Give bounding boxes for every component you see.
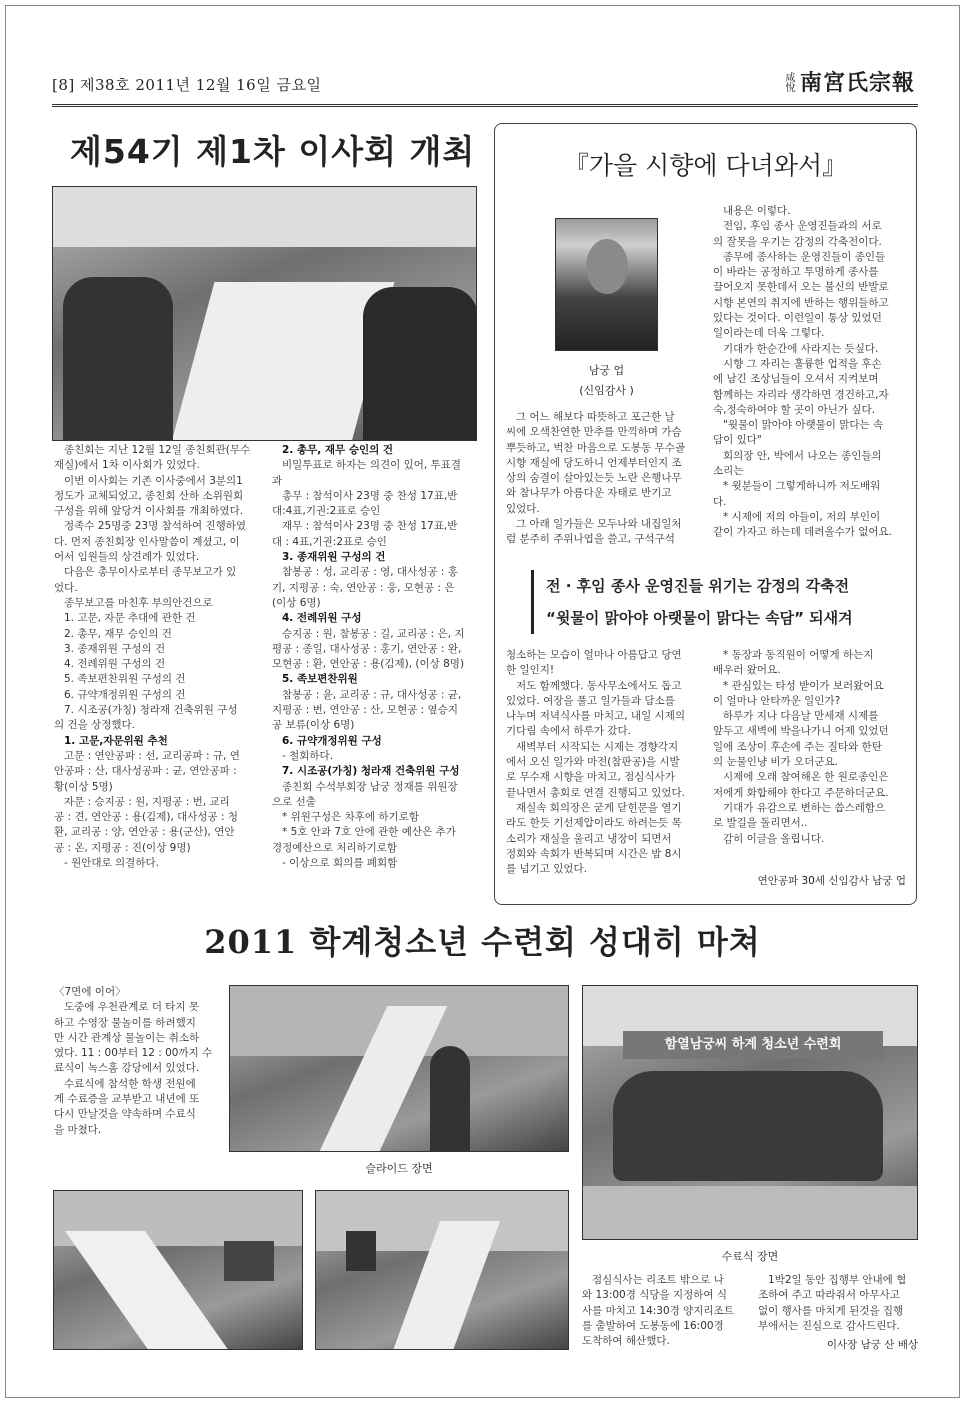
- text-line: 도중에 우천관계로 더 타지 못: [64, 1001, 200, 1014]
- pull-quote-line1: 전 · 후임 종사 운영진들 위기는 감정의 각축전: [546, 577, 850, 595]
- text-line: 함께하는 자리라 생각하면 경건하고,자: [713, 388, 889, 401]
- text-line: 참봉공 : 성, 교리공 : 영, 대사성공 : 홍: [282, 566, 458, 579]
- text-line: 럼 분주히 주위나엽을 쓸고, 구석구석: [506, 533, 675, 546]
- text-line: 대:4표,기권:2표로 승인: [272, 505, 381, 518]
- text-line: 5. 족보편찬위원: [282, 673, 358, 686]
- masthead: [782, 66, 915, 97]
- text-line: 일이라는데 더욱 그렇다.: [713, 327, 825, 340]
- text-line: 점심식사는 리조트 밖으로 나: [592, 1274, 724, 1286]
- text-line: 안공파 : 산, 대사성공파 : 균, 연안공파 :: [54, 765, 237, 778]
- text-line: 구성을 위해 앞당겨 이사회를 개최하였다.: [54, 505, 244, 518]
- text-line: 1. 고문,자문위원 추천: [64, 734, 168, 747]
- text-line: 부에서는 진심으로 감사드린다.: [758, 1319, 900, 1332]
- article3-title: 2011 학계청소년 수련회 성대히 마쳐: [204, 923, 761, 961]
- text-line: 고문 : 연안공파 : 선, 교리공파 : 규, 연: [64, 749, 240, 762]
- text-line: 의 눈물인냥 비가 오더군요.: [713, 756, 838, 769]
- text-line: 담이 있다": [713, 434, 762, 447]
- article1-col1: [54, 443, 260, 871]
- text-line: 로 무수재 시향을 마치고, 점심식사가: [506, 771, 675, 784]
- board-meeting-photo: [52, 186, 477, 441]
- text-line: 의 잘못을 우기는 감정의 각축전이다.: [713, 235, 882, 248]
- text-line: 7. 시조공(가칭) 청라재 건축위원 구성: [282, 765, 460, 778]
- text-line: 다.: [713, 495, 727, 508]
- text-line: 의 건을 상정했다.: [54, 719, 136, 732]
- text-line: 한 일인지!: [506, 664, 555, 677]
- text-line: "윗물이 맑아야 아랫물이 맑다는 속: [723, 419, 884, 432]
- article3-bottom-left: [582, 1273, 742, 1349]
- text-line: 비밀투표로 하자는 의견이 있어, 투표결: [282, 459, 461, 472]
- author-name: 남궁 업: [588, 364, 625, 377]
- article1-title: 제54기 제1차 이사회 개최: [70, 132, 476, 171]
- text-line: - 철회하다.: [282, 749, 334, 762]
- text-line: 재실)에서 1차 이사회가 있었다.: [54, 459, 200, 472]
- text-line: 사를 마치고 14:30경 양지리조트: [582, 1304, 734, 1317]
- text-line: 기대가 유감으로 변하는 씁스레함으: [723, 801, 886, 814]
- essay-pull-quote: [531, 570, 883, 634]
- text-line: 기다림 속에서 하루가 갔다.: [506, 725, 631, 738]
- text-line: 뿌듯하고, 벅찬 마음으로 도봉동 무수골: [506, 441, 685, 454]
- text-line: 공 : 견, 연안공 : 용(김제), 대사성공 : 청: [54, 811, 239, 824]
- text-line: 전임, 후임 종사 운영진들과의 서로: [723, 220, 882, 233]
- text-line: 앞두고 새벽에 박을나가니 어제 있었던: [713, 725, 889, 738]
- text-line: 나누며 저녁식사를 마치고, 내일 시제의: [506, 710, 685, 723]
- author-portrait: [555, 218, 658, 351]
- text-line: - 이상으로 회의를 폐회함: [282, 857, 398, 870]
- text-line: * 위원구성은 차후에 하기로함: [282, 811, 419, 824]
- text-line: 도착하여 해산했다.: [582, 1335, 670, 1348]
- text-line: 기대가 한순간에 사라지는 듯싶다.: [723, 342, 879, 355]
- text-line: 대 : 4표,기권:2표로 승인: [272, 535, 387, 548]
- text-line: 시제에 오래 참여해온 한 원로종인은: [723, 771, 889, 784]
- header-rule: [52, 104, 918, 107]
- text-line: 승지공 : 원, 참봉공 : 길, 교리공 : 은, 지: [282, 627, 465, 640]
- text-line: 있었다.: [506, 502, 540, 515]
- text-line: 2. 총무, 재무 승인의 건: [282, 444, 394, 456]
- text-line: 정도가 교체되었고, 종친회 산하 소위원회: [54, 489, 244, 502]
- essay-right-bottom: [713, 648, 906, 847]
- text-line: 에서 오신 일가와 마전(참판공)을 시발: [506, 756, 680, 769]
- text-line: 게 수료증을 교부받고 내년에 또: [54, 1093, 200, 1106]
- text-line: 어서 임원들의 상견례가 있었다.: [54, 551, 200, 564]
- text-line: 저에게 화합해야 한다고 주문하더군요.: [713, 786, 889, 799]
- text-line: * 시제에 저의 아들이, 저의 부인이: [723, 510, 881, 523]
- text-line: 자문 : 승지공 : 원, 지평공 : 번, 교리: [64, 795, 230, 808]
- essay-right-top: [713, 204, 906, 541]
- text-line: 평공 : 종일, 대사성공 : 홍기, 연안공 : 완,: [272, 642, 462, 655]
- text-line: 종친회 수석부회장 남궁 정재를 위원장: [282, 780, 458, 793]
- text-line: 같이 가자고 하는데 데려올수가 없어요.: [713, 526, 892, 539]
- text-line: 종친회는 지난 12월 12일 종친회관(무수: [64, 444, 251, 456]
- text-line: 4. 전례위원 구성: [282, 612, 362, 625]
- text-line: 참봉공 : 윤, 교리공 : 규, 대사성공 : 균,: [282, 688, 462, 701]
- text-line: 를 출발하여 도봉동에 16:00경: [582, 1319, 724, 1332]
- caption-ceremony: 수료식 장면: [721, 1250, 779, 1263]
- text-line: 으로 선출: [272, 795, 316, 808]
- text-line: 수료식에 참석한 학생 전원에: [64, 1077, 196, 1090]
- article1-col2: [272, 443, 478, 871]
- text-line: 새벽부터 시작되는 시제는 경향각지: [516, 740, 679, 753]
- text-line: 숙,정숙하여야 할 곳이 아닌가 싶다.: [713, 403, 876, 416]
- masthead-small: 咸悅: [782, 71, 794, 92]
- text-line: 끝나면서 총회로 연결 진행되고 있었다.: [506, 786, 685, 799]
- author-role: (신임감사 ): [579, 384, 634, 397]
- text-line: 있다는 것이다. 이런일이 통상 있었던: [713, 312, 882, 325]
- text-line: 다음은 총무이사로부터 종무보고가 있: [64, 566, 237, 579]
- text-line: 상의 숨결이 살아있는듯 노란 은행나무: [506, 472, 682, 485]
- text-line: 1박2일 동안 집행부 안내에 협: [768, 1274, 907, 1286]
- essay-left-bottom: [506, 648, 702, 877]
- text-line: 그 아래 일가들은 모두나와 내집일처: [516, 518, 682, 531]
- text-line: 라도 한듯 기선제압이라도 하려는듯 목: [506, 817, 682, 830]
- text-line: 하루가 지나 다음날 만세재 시제를: [723, 710, 879, 723]
- text-line: 와 13:00경 식당을 지정하여 식: [582, 1289, 728, 1302]
- masthead-title: 南宮氏宗報: [799, 70, 915, 96]
- article3-text: [54, 985, 214, 1138]
- text-line: 소리는: [713, 465, 744, 478]
- text-line: 다시 만날것을 약속하며 수료식: [54, 1108, 196, 1121]
- text-line: 조하여 주고 따라줘서 아무사고: [758, 1289, 900, 1302]
- text-line: * 윗분들이 그렇게하니까 저도배워: [723, 480, 881, 493]
- text-line: (이상 6명): [272, 596, 321, 609]
- text-line: 이번 이사회는 기존 이사중에서 3분의1: [64, 474, 243, 487]
- text-line: 7. 시조공(가칭) 청라재 건축위원 구성: [64, 704, 238, 717]
- text-line: 와 참나무가 아름다운 자태로 반기고: [506, 487, 672, 500]
- article3-bottom-right: [758, 1273, 918, 1334]
- text-line: * 동장과 동직원이 어떻게 하는지: [723, 649, 874, 661]
- text-line: 시향 본연의 취지에 반하는 행위들하고: [713, 296, 889, 309]
- text-line: 하고 수영장 물놀이를 하려했지: [54, 1016, 196, 1029]
- text-line: 3. 종재위원 구성의 건: [64, 642, 166, 655]
- text-line: 내용은 이렇다.: [723, 205, 791, 217]
- text-line: 끌어오지 못한데서 오는 불신의 반발로: [713, 281, 889, 294]
- text-line: 4. 전례위원 구성의 건: [64, 658, 166, 671]
- text-line: 있었다. 여장을 풀고 일가들과 담소를: [506, 694, 675, 707]
- text-line: 6. 규약개정위원 구성: [282, 734, 382, 747]
- text-line: 종무에 종사하는 운영진들이 종인들: [723, 250, 886, 263]
- issue-info: [8] 제38호 2011년 12월 16일 금요일: [52, 76, 322, 94]
- text-line: 1. 고문, 자문 추대에 관한 건: [64, 612, 196, 625]
- slide-photo-3: [315, 1190, 569, 1350]
- text-line: 공 : 온, 지평공 : 진(이상 9명): [54, 841, 191, 854]
- text-line: 그 어느 해보다 따뜻하고 포근한 날: [516, 411, 675, 423]
- text-line: 6. 규약개정위원 구성의 건: [64, 688, 186, 701]
- text-line: 3. 종재위원 구성의 건: [282, 551, 386, 564]
- text-line: 일에 조상이 후손에 주는 질타와 한탄: [713, 740, 882, 753]
- text-line: * 관심있는 타성 받이가 보러왔어요: [723, 679, 884, 692]
- text-line: 청소하는 모습이 얼마나 아름답고 당연: [506, 649, 682, 661]
- text-line: 었다.: [54, 581, 78, 594]
- pull-quote-line2: “윗물이 맑아야 아랫물이 맑다는 속담” 되새겨: [546, 609, 853, 627]
- text-line: 재무 : 참석이사 23명 중 찬성 17표,반: [282, 520, 458, 533]
- text-line: 이 바라는 공정하고 투명하게 종사를: [713, 266, 879, 279]
- essay-title: 『가을 시향에 다녀와서』: [563, 151, 848, 180]
- text-line: 종무보고를 마친후 부의안건으로: [64, 596, 213, 609]
- text-line: 다. 먼저 종친회장 인사말씀이 계셨고, 이: [54, 535, 240, 548]
- text-line: 를 넘기고 있었다.: [506, 863, 588, 876]
- text-line: 모현공 : 환, 연안공 : 용(김제), (이상 8명): [272, 658, 465, 671]
- text-line: 을 마쳤다.: [54, 1123, 102, 1136]
- text-line: 환, 교리공 : 양, 연안공 : 용(군산), 연안: [54, 826, 235, 839]
- text-line: 지평공 : 번, 연안공 : 산, 모현공 : 옆승지: [272, 704, 458, 717]
- text-line: 황(이상 5명): [54, 780, 113, 793]
- essay-signature: 연안공파 30세 신임감사 남궁 업: [757, 875, 906, 887]
- caption-slide: 슬라이드 장면: [365, 1162, 433, 1175]
- text-line: - 원안대로 의결하다.: [64, 857, 159, 870]
- text-line: 정족수 25명중 23명 참석하여 진행하였: [64, 520, 247, 533]
- text-line: 씨에 오색찬연한 만추를 만끽하며 가슴: [506, 426, 682, 439]
- text-line: 배우러 왔어요.: [713, 664, 781, 677]
- text-line: 시향 그 자리는 훌륭한 업적을 후손: [723, 357, 882, 370]
- text-line: 저도 함께했다. 동사무소에서도 돕고: [516, 679, 682, 692]
- text-line: 정회와 속회가 반복되며 시간은 밤 8시: [506, 847, 682, 860]
- article3-signature: 이사장 남궁 산 배상: [826, 1339, 918, 1351]
- text-line: 과: [272, 474, 283, 487]
- text-line: 〈7면에 이어〉: [54, 986, 126, 998]
- slide-photo-2: [53, 1190, 303, 1350]
- text-line: 였다. 11 : 00부터 12 : 00까지 수: [54, 1047, 213, 1060]
- text-line: 총무 : 참석이사 23명 중 찬성 17표,반: [282, 489, 458, 502]
- text-line: 2. 총무, 재무 승인의 건: [64, 627, 172, 640]
- text-line: 재실속 회의장은 굳게 닫힌문을 열기: [516, 801, 682, 814]
- text-line: 에 남긴 조상님들이 오셔서 지켜보며: [713, 373, 879, 386]
- text-line: * 5호 안과 7호 안에 관한 예산은 추가: [282, 826, 456, 839]
- text-line: 소리가 재실을 울리고 냉장이 되면서: [506, 832, 672, 845]
- ceremony-photo: [582, 985, 918, 1240]
- text-line: 이 얼마나 안타까운 일인가?: [713, 694, 841, 707]
- text-line: 없이 행사를 마치게 된것을 집행: [758, 1304, 904, 1317]
- text-line: 로 발길을 돌리면서..: [713, 817, 808, 830]
- text-line: 5. 족보편찬위원 구성의 건: [64, 673, 186, 686]
- text-line: 료식이 녹스홈 강당에서 있었다.: [54, 1062, 200, 1075]
- text-line: 기, 지평공 : 숙, 연안공 : 웅, 모현공 : 은: [272, 581, 455, 594]
- text-line: 회의장 안, 박에서 나오는 종인들의: [723, 449, 882, 462]
- text-line: 시향 재실에 당도하니 언제부터인지 조: [506, 456, 682, 469]
- slide-photo-1: [229, 985, 569, 1152]
- text-line: 만 시간 관계상 물놀이는 취소하: [54, 1031, 200, 1044]
- ceremony-banner: 함열남궁씨 하계 청소년 수련회: [623, 1031, 883, 1059]
- essay-left-top: [506, 410, 702, 548]
- text-line: 감히 이글을 올립니다.: [723, 832, 825, 845]
- text-line: 공 보류(이상 6명): [272, 719, 355, 732]
- text-line: 경정예산으로 처리하기로함: [272, 841, 398, 854]
